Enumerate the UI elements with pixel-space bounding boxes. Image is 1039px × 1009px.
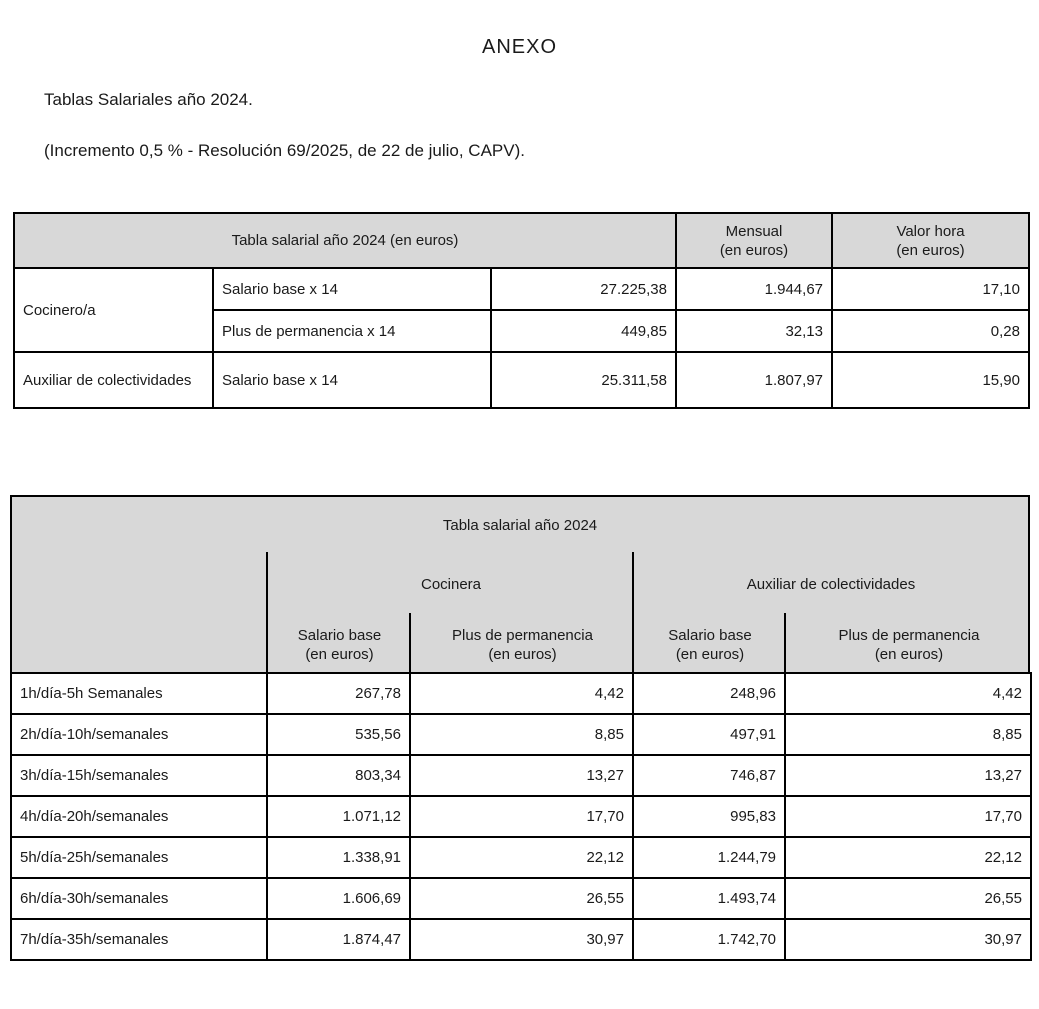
hours-label-cell: 7h/día-35h/semanales (11, 919, 267, 960)
cocinera-plus-cell: 22,12 (410, 837, 633, 878)
auxiliar-plus-cell: 4,42 (785, 673, 1031, 714)
subheader-auxiliar-salario-base (634, 615, 786, 674)
group-header-auxiliar: Auxiliar de colectividades (746, 576, 916, 593)
page-title: ANEXO (481, 36, 558, 58)
cocinera-salario-cell: 267,78 (267, 673, 410, 714)
table1-header-row (14, 213, 1029, 268)
auxiliar-plus-cell: 8,85 (785, 714, 1031, 755)
subheader-line1: Plus de permanencia (838, 626, 980, 644)
subheader-line1: Plus de permanencia (452, 626, 593, 644)
auxiliar-salario-cell: 1.493,74 (633, 878, 785, 919)
auxiliar-salario-cell: 1.244,79 (633, 837, 785, 878)
subheader-cocinera-salario-base (268, 615, 411, 674)
cocinera-salario-cell: 1.338,91 (267, 837, 410, 878)
table1-mensual-header-cell (676, 213, 832, 268)
hours-label-cell: 3h/día-15h/semanales (11, 755, 267, 796)
mensual-header-line1: Mensual (725, 222, 783, 240)
hours-label-cell: 4h/día-20h/semanales (11, 796, 267, 837)
mensual-value-cell: 32,13 (676, 310, 832, 352)
table1-main-header-cell: Tabla salarial año 2024 (en euros) (14, 213, 676, 268)
category-cell: Auxiliar de colectividades (14, 352, 213, 408)
table1-valor-hora-header-cell (832, 213, 1029, 268)
valor-hora-value-cell: 0,28 (832, 310, 1029, 352)
auxiliar-plus-cell: 13,27 (785, 755, 1031, 796)
valor-hora-value-cell: 17,10 (832, 268, 1029, 310)
column-divider (409, 613, 411, 672)
category-cell: Cocinero/a (14, 268, 213, 352)
increment-note: (Incremento 0,5 % - Resolución 69/2025, de 22 de julio, CAPV). (44, 141, 525, 160)
subheader-line2: (en euros) (305, 645, 374, 663)
auxiliar-salario-cell: 1.742,70 (633, 919, 785, 960)
annual-salary-table (13, 212, 1030, 409)
hours-label-cell: 6h/día-30h/semanales (11, 878, 267, 919)
cocinera-salario-cell: 1.071,12 (267, 796, 410, 837)
cocinera-salario-cell: 535,56 (267, 714, 410, 755)
valor-hora-header-line2: (en euros) (896, 241, 965, 259)
hours-label-cell: 2h/día-10h/semanales (11, 714, 267, 755)
concept-cell: Salario base x 14 (213, 352, 491, 408)
monthly-table-header (10, 495, 1030, 672)
subheader-auxiliar-plus-permanencia (786, 615, 1032, 674)
auxiliar-plus-cell: 22,12 (785, 837, 1031, 878)
anual-value-cell: 449,85 (491, 310, 676, 352)
cocinera-plus-cell: 13,27 (410, 755, 633, 796)
cocinera-plus-cell: 8,85 (410, 714, 633, 755)
subheader-line2: (en euros) (488, 645, 557, 663)
cocinera-salario-cell: 1.874,47 (267, 919, 410, 960)
group-header-cocinera: Cocinera (420, 576, 482, 593)
cocinera-salario-cell: 1.606,69 (267, 878, 410, 919)
subheader-cocinera-plus-permanencia (411, 615, 634, 674)
auxiliar-salario-cell: 746,87 (633, 755, 785, 796)
mensual-value-cell: 1.807,97 (676, 352, 832, 408)
column-divider (784, 613, 786, 672)
concept-cell: Plus de permanencia x 14 (213, 310, 491, 352)
auxiliar-plus-cell: 26,55 (785, 878, 1031, 919)
subheader-line2: (en euros) (675, 645, 745, 663)
auxiliar-plus-cell: 30,97 (785, 919, 1031, 960)
cocinera-salario-cell: 803,34 (267, 755, 410, 796)
cocinera-plus-cell: 17,70 (410, 796, 633, 837)
mensual-value-cell: 1.944,67 (676, 268, 832, 310)
valor-hora-header-line1: Valor hora (896, 222, 965, 240)
table-row (11, 755, 1031, 796)
auxiliar-salario-cell: 995,83 (633, 796, 785, 837)
cocinera-plus-cell: 26,55 (410, 878, 633, 919)
cocinera-plus-cell: 4,42 (410, 673, 633, 714)
subtitle: Tablas Salariales año 2024. (44, 90, 253, 109)
subheader-line1: Salario base (297, 626, 382, 644)
hours-label-cell: 1h/día-5h Semanales (11, 673, 267, 714)
anual-value-cell: 27.225,38 (491, 268, 676, 310)
table-row (11, 837, 1031, 878)
table-row (14, 268, 1029, 310)
auxiliar-plus-cell: 17,70 (785, 796, 1031, 837)
table-row (14, 352, 1029, 408)
table-row (11, 919, 1031, 960)
auxiliar-salario-cell: 497,91 (633, 714, 785, 755)
concept-cell: Salario base x 14 (213, 268, 491, 310)
cocinera-plus-cell: 30,97 (410, 919, 633, 960)
auxiliar-salario-cell: 248,96 (633, 673, 785, 714)
table2-title: Tabla salarial año 2024 (442, 517, 598, 534)
hours-label-cell: 5h/día-25h/semanales (11, 837, 267, 878)
subheader-line1: Salario base (668, 626, 752, 644)
anual-value-cell: 25.311,58 (491, 352, 676, 408)
valor-hora-value-cell: 15,90 (832, 352, 1029, 408)
monthly-salary-table (10, 672, 1032, 961)
column-divider (266, 552, 268, 672)
table-row (11, 878, 1031, 919)
column-divider (632, 552, 634, 672)
subheader-line2: (en euros) (874, 645, 944, 663)
table-row (11, 673, 1031, 714)
table-row (11, 796, 1031, 837)
table-row (11, 714, 1031, 755)
mensual-header-line2: (en euros) (719, 241, 789, 259)
